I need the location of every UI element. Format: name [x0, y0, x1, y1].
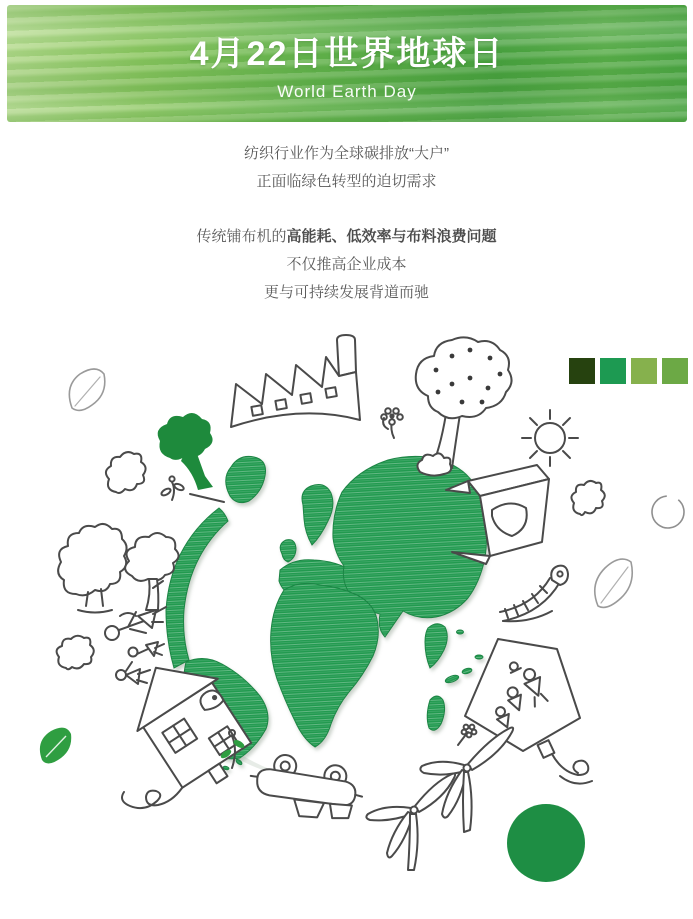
banner-subtitle: World Earth Day [277, 81, 417, 101]
green-leaf [40, 728, 71, 764]
swatch-yellow-green [631, 358, 657, 384]
leaf-outline-topleft [69, 369, 104, 410]
island-3 [475, 655, 483, 659]
problem-line-2: 不仅推高企业成本 [286, 256, 407, 273]
fruit-tree [416, 337, 512, 475]
swatch-grass-green [662, 358, 688, 384]
flower-sprig-1 [160, 476, 184, 500]
wind-turbine-lower [366, 774, 455, 871]
island-madagascar [427, 696, 444, 730]
flower-doodle-3 [458, 725, 476, 745]
open-circle-doodle [645, 489, 690, 534]
cloud-icon-right [571, 481, 604, 515]
swatch-dark-green [569, 358, 595, 384]
cloud-icon [106, 452, 146, 493]
banner-title: 4月22日世界地球日 [189, 34, 505, 73]
intro-line-2: 正面临绿色转型的迫切需求 [256, 173, 437, 190]
factory-doodle [231, 335, 360, 427]
wind-turbine-upper [420, 728, 513, 833]
problem-line-1-regular: 传统铺布机的 [196, 228, 287, 245]
intro-line-1: 纺织行业作为全球碳排放“大户” [244, 145, 449, 162]
green-tree-ground [190, 494, 224, 502]
smoke-squiggle [122, 788, 182, 808]
island-2 [462, 667, 473, 674]
sun-icon [522, 410, 578, 466]
continent-uk [280, 540, 296, 562]
continent-indochina [425, 624, 447, 668]
island-4 [457, 630, 464, 634]
leaf-outline-right [595, 559, 632, 607]
train-slide-doodle [500, 566, 568, 622]
color-swatches [569, 358, 688, 384]
problem-line-1 [0, 223, 693, 251]
green-accent-circle [507, 804, 585, 882]
continent-scandinavia [302, 485, 333, 545]
flower-doodle-2 [381, 408, 403, 438]
intro-paragraph [0, 140, 693, 196]
green-tree [158, 413, 213, 490]
problem-line-1-bold: 高能耗、低效率与布料浪费问题 [286, 228, 497, 245]
continent-north-america [166, 508, 228, 668]
car-upside-down [247, 751, 366, 823]
earth-illustration [0, 330, 693, 890]
earth-day-banner [7, 5, 687, 122]
puffy-tree [58, 524, 126, 613]
cloud-icon-left [57, 636, 94, 670]
continent-africa [271, 583, 379, 747]
problem-line-3: 更与可持续发展背道而驰 [263, 284, 429, 301]
continent-greenland [226, 456, 266, 502]
island-1 [444, 674, 459, 684]
swatch-emerald [600, 358, 626, 384]
problem-paragraph [0, 223, 693, 307]
